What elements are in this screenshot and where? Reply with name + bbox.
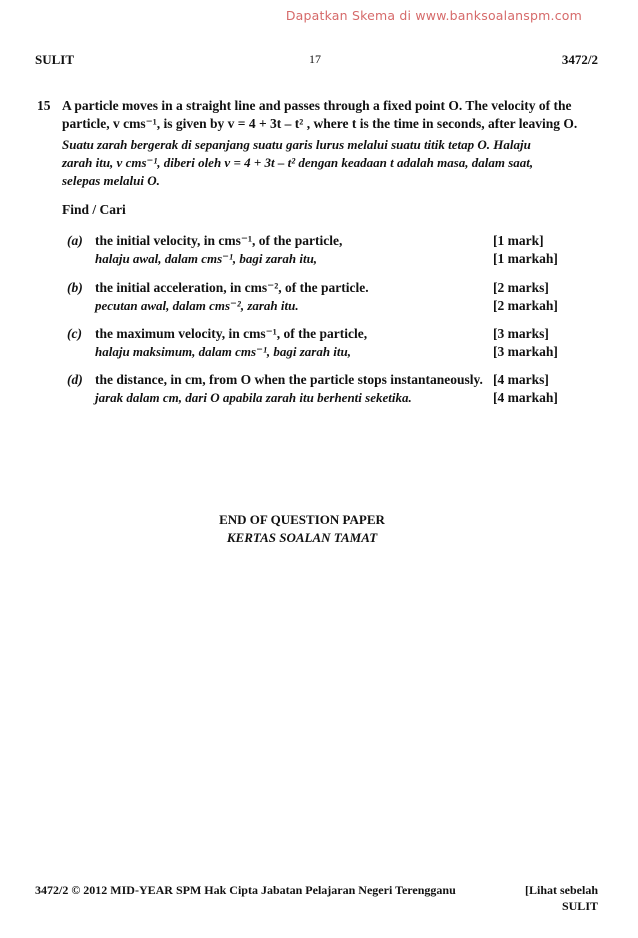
part-label: (b) bbox=[67, 280, 83, 295]
part-mark-ms: [2 markah] bbox=[493, 298, 558, 313]
part-label: (d) bbox=[67, 372, 83, 387]
part-en-text: the maximum velocity, in cms⁻¹, of the particle, bbox=[95, 326, 368, 341]
part-ms-text: halaju maksimum, dalam cms⁻¹, bagi zarah itu, bbox=[95, 344, 352, 359]
part-en-text: the distance, in cm, from O when the particle stops instantaneously. bbox=[95, 372, 483, 387]
part-en-text: the initial acceleration, in cms⁻², of the particle. bbox=[95, 280, 369, 295]
part-mark-ms: [1 markah] bbox=[493, 251, 558, 266]
end-of-paper-en: END OF QUESTION PAPER bbox=[219, 512, 385, 527]
part-mark-en: [1 mark] bbox=[493, 233, 544, 248]
find-label: Find / Cari bbox=[62, 202, 126, 217]
question-ms-line2: zarah itu, v cms⁻¹, diberi oleh v = 4 + 3t – t² dengan keadaan t adalah masa, dalam saat, bbox=[62, 155, 534, 170]
part-label: (a) bbox=[67, 233, 83, 248]
part-ms-text: jarak dalam cm, dari O apabila zarah itu berhenti seketika. bbox=[95, 390, 412, 405]
part-mark-en: [3 marks] bbox=[493, 326, 549, 341]
question-en-line1: A particle moves in a straight line and passes through a fixed point O. The velocity of the bbox=[62, 98, 572, 113]
part-ms-text: pecutan awal, dalam cms⁻², zarah itu. bbox=[95, 298, 299, 313]
part-mark-en: [4 marks] bbox=[493, 372, 549, 387]
part-mark-ms: [4 markah] bbox=[493, 390, 558, 405]
question-ms-line1: Suatu zarah bergerak di sepanjang suatu garis lurus melalui suatu titik tetap O. Halaju bbox=[62, 137, 531, 152]
part-en-text: the initial velocity, in cms⁻¹, of the particle, bbox=[95, 233, 343, 248]
question-ms-line3: selepas melalui O. bbox=[62, 173, 160, 188]
question-en-line2: particle, v cms⁻¹, is given by v = 4 + 3t – t² , where t is the time in seconds, after leaving O. bbox=[62, 116, 578, 131]
header-sulit: SULIT bbox=[35, 52, 75, 67]
footer-sulit: SULIT bbox=[561, 899, 598, 913]
footer-copyright: 3472/2 © 2012 MID-YEAR SPM Hak Cipta Jabatan Pelajaran Negeri Terengganu bbox=[35, 883, 456, 897]
end-of-paper-ms: KERTAS SOALAN TAMAT bbox=[226, 530, 378, 545]
watermark-link[interactable]: Dapatkan Skema di www.banksoalanspm.com bbox=[285, 8, 582, 23]
part-ms-text: halaju awal, dalam cms⁻¹, bagi zarah itu, bbox=[95, 251, 318, 266]
part-mark-ms: [3 markah] bbox=[493, 344, 558, 359]
page-number: 17 bbox=[309, 52, 321, 66]
part-mark-en: [2 marks] bbox=[493, 280, 549, 295]
header-code: 3472/2 bbox=[561, 52, 598, 67]
footer-turn-over: [Lihat sebelah bbox=[524, 883, 598, 897]
part-label: (c) bbox=[67, 326, 82, 341]
question-number: 15 bbox=[37, 98, 51, 113]
